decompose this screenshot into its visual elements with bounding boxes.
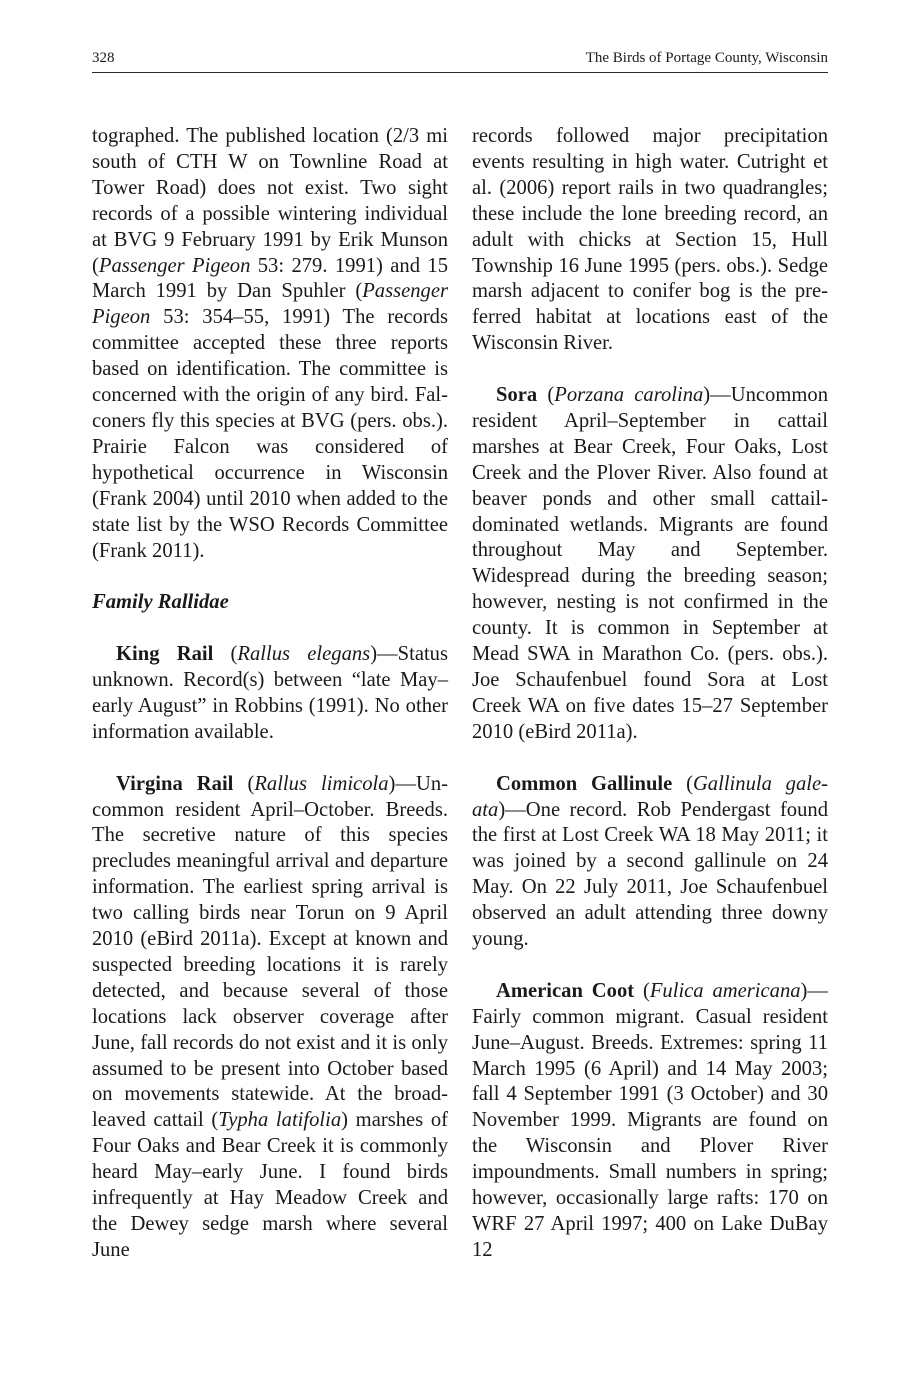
species-text: )—Uncommon resident April–September in cattail marshes at Bear Creek, Four Oaks, Lost Creek and the Plover River. Also found at beaver ponds and other small cattail-dominated wetlands. Migrants are found throughout May and September. Widespread during the breeding season; however, nesting is not confirmed in the county. It is common in September at Mead SWA in Marathon Co. (pers. obs.). Joe Schaufenbuel found Sora at Lost Creek WA on five dates 15–27 September 2010 (eBird 2011a). (472, 384, 828, 743)
right-column (472, 124, 828, 1290)
running-title: The Birds of Portage County, Wisconsin (585, 50, 828, 66)
species-name: King Rail (116, 643, 214, 666)
species-name: Common Gallinule (496, 772, 673, 795)
species-text: )—One record. Rob Pendergast found the first at Lost Creek WA 18 May 2011; it was joined by a second gallinule on 24 May. On 22 July 2011, Joe Schaufenbuel observed an adult attending three downy young. (472, 798, 828, 951)
family-heading: Family Rallidae (92, 591, 229, 614)
continued-paragraph-virginia-rail: records followed major precipitation events resulting in high water. Cutright et al. (2006) report rails in two quadrangles; these include the lone breeding record, an adult with chicks at Section 15, Hull Township 16 June 1995 (pers. obs.). Sedge marsh adjacent to conifer bog is the preferred habitat at locations east of the Wisconsin River. (472, 125, 828, 355)
paren-open: ( (213, 643, 238, 666)
scientific-name: Porzana carolina (554, 384, 704, 407)
species-account-sora (472, 383, 828, 746)
species-text: ) marshes of Four Oaks and Bear Creek it is commonly heard May–early June. I found birds infrequently at Hay Meadow Creek and the Dewey sedge marsh where several June (92, 1109, 449, 1261)
paren-open: ( (634, 979, 650, 1002)
paragraph-text: tographed. The published location (2/3 mi south of CTH W on Townline Road at Tower Road) does not exist. Two sight records of a possible wintering individual at BVG 9 February 1991 by Erik Munson ( (92, 125, 448, 277)
continued-paragraph-prairie-falcon (92, 124, 448, 564)
paren-open: ( (537, 384, 555, 407)
paren-open: ( (233, 772, 255, 795)
species-account-virginia-rail (92, 772, 448, 1264)
species-name: Virgina Rail (116, 772, 234, 795)
scientific-name: Typha latifolia (218, 1109, 342, 1132)
scientific-name: Rallus elegans (237, 643, 371, 666)
species-text: )—Status unknown. Record(s) between “late May–early August” in Robbins (1991). No other information available. (92, 643, 448, 743)
publication-title: Passenger Pigeon (92, 280, 448, 329)
species-account-american-coot (472, 979, 828, 1264)
paragraph-text: 53: 354–55, 1991) The records committee accepted these three reports based on identification. The committee is concerned with the origin of any bird. Falconers fly this species at BVG (pers. obs.). Prairie Falcon was considered of hypothetical occurrence in Wisconsin (Frank 2004) until 2010 when added to the state list by the WSO Records Committee (Frank 2011). (92, 306, 448, 562)
species-name: American Coot (496, 979, 635, 1002)
scientific-name: Gallinula galeata (472, 772, 828, 821)
page-number: 328 (92, 50, 115, 66)
left-column (92, 124, 448, 1290)
paragraph-text: 53: 279. 1991) and 15 March 1991 by Dan Spuhler ( (92, 254, 448, 303)
page-header (92, 50, 828, 73)
species-text: )— Fairly common migrant. Casual resident June–August. Breeds. Extremes: spring 11 March 1995 (6 April) and 14 May 2003; fall 4 September 1991 (3 October) and 30 November 1999. Migrants are found on the Wisconsin and Plover River impoundments. Small numbers in spring; however, occasionally large rafts: 170 on WRF 27 April 1997; 400 on Lake DuBay 12 (472, 979, 828, 1261)
species-text: )—Uncommon resident April–October. Breeds. The secretive nature of this species precludes meaningful arrival and departure information. The earliest spring arrival is two calling birds near Torun on 9 April 2010 (eBird 2011a). Except at known and suspected breeding locations it is rarely detected, and because several of those locations lack observer coverage after June, fall records do not exist and it is only assumed to be present into October based on movements statewide. At the broad-leaved cattail ( (92, 772, 448, 1132)
species-name: Sora (496, 384, 538, 407)
scientific-name: Rallus limicola (254, 772, 389, 795)
species-account-common-gallinule (472, 772, 828, 953)
scientific-name: Fulica americana (649, 979, 801, 1002)
paren-open: ( (672, 772, 693, 795)
species-account-king-rail (92, 642, 448, 746)
publication-title: Passenger Pigeon (98, 254, 251, 277)
